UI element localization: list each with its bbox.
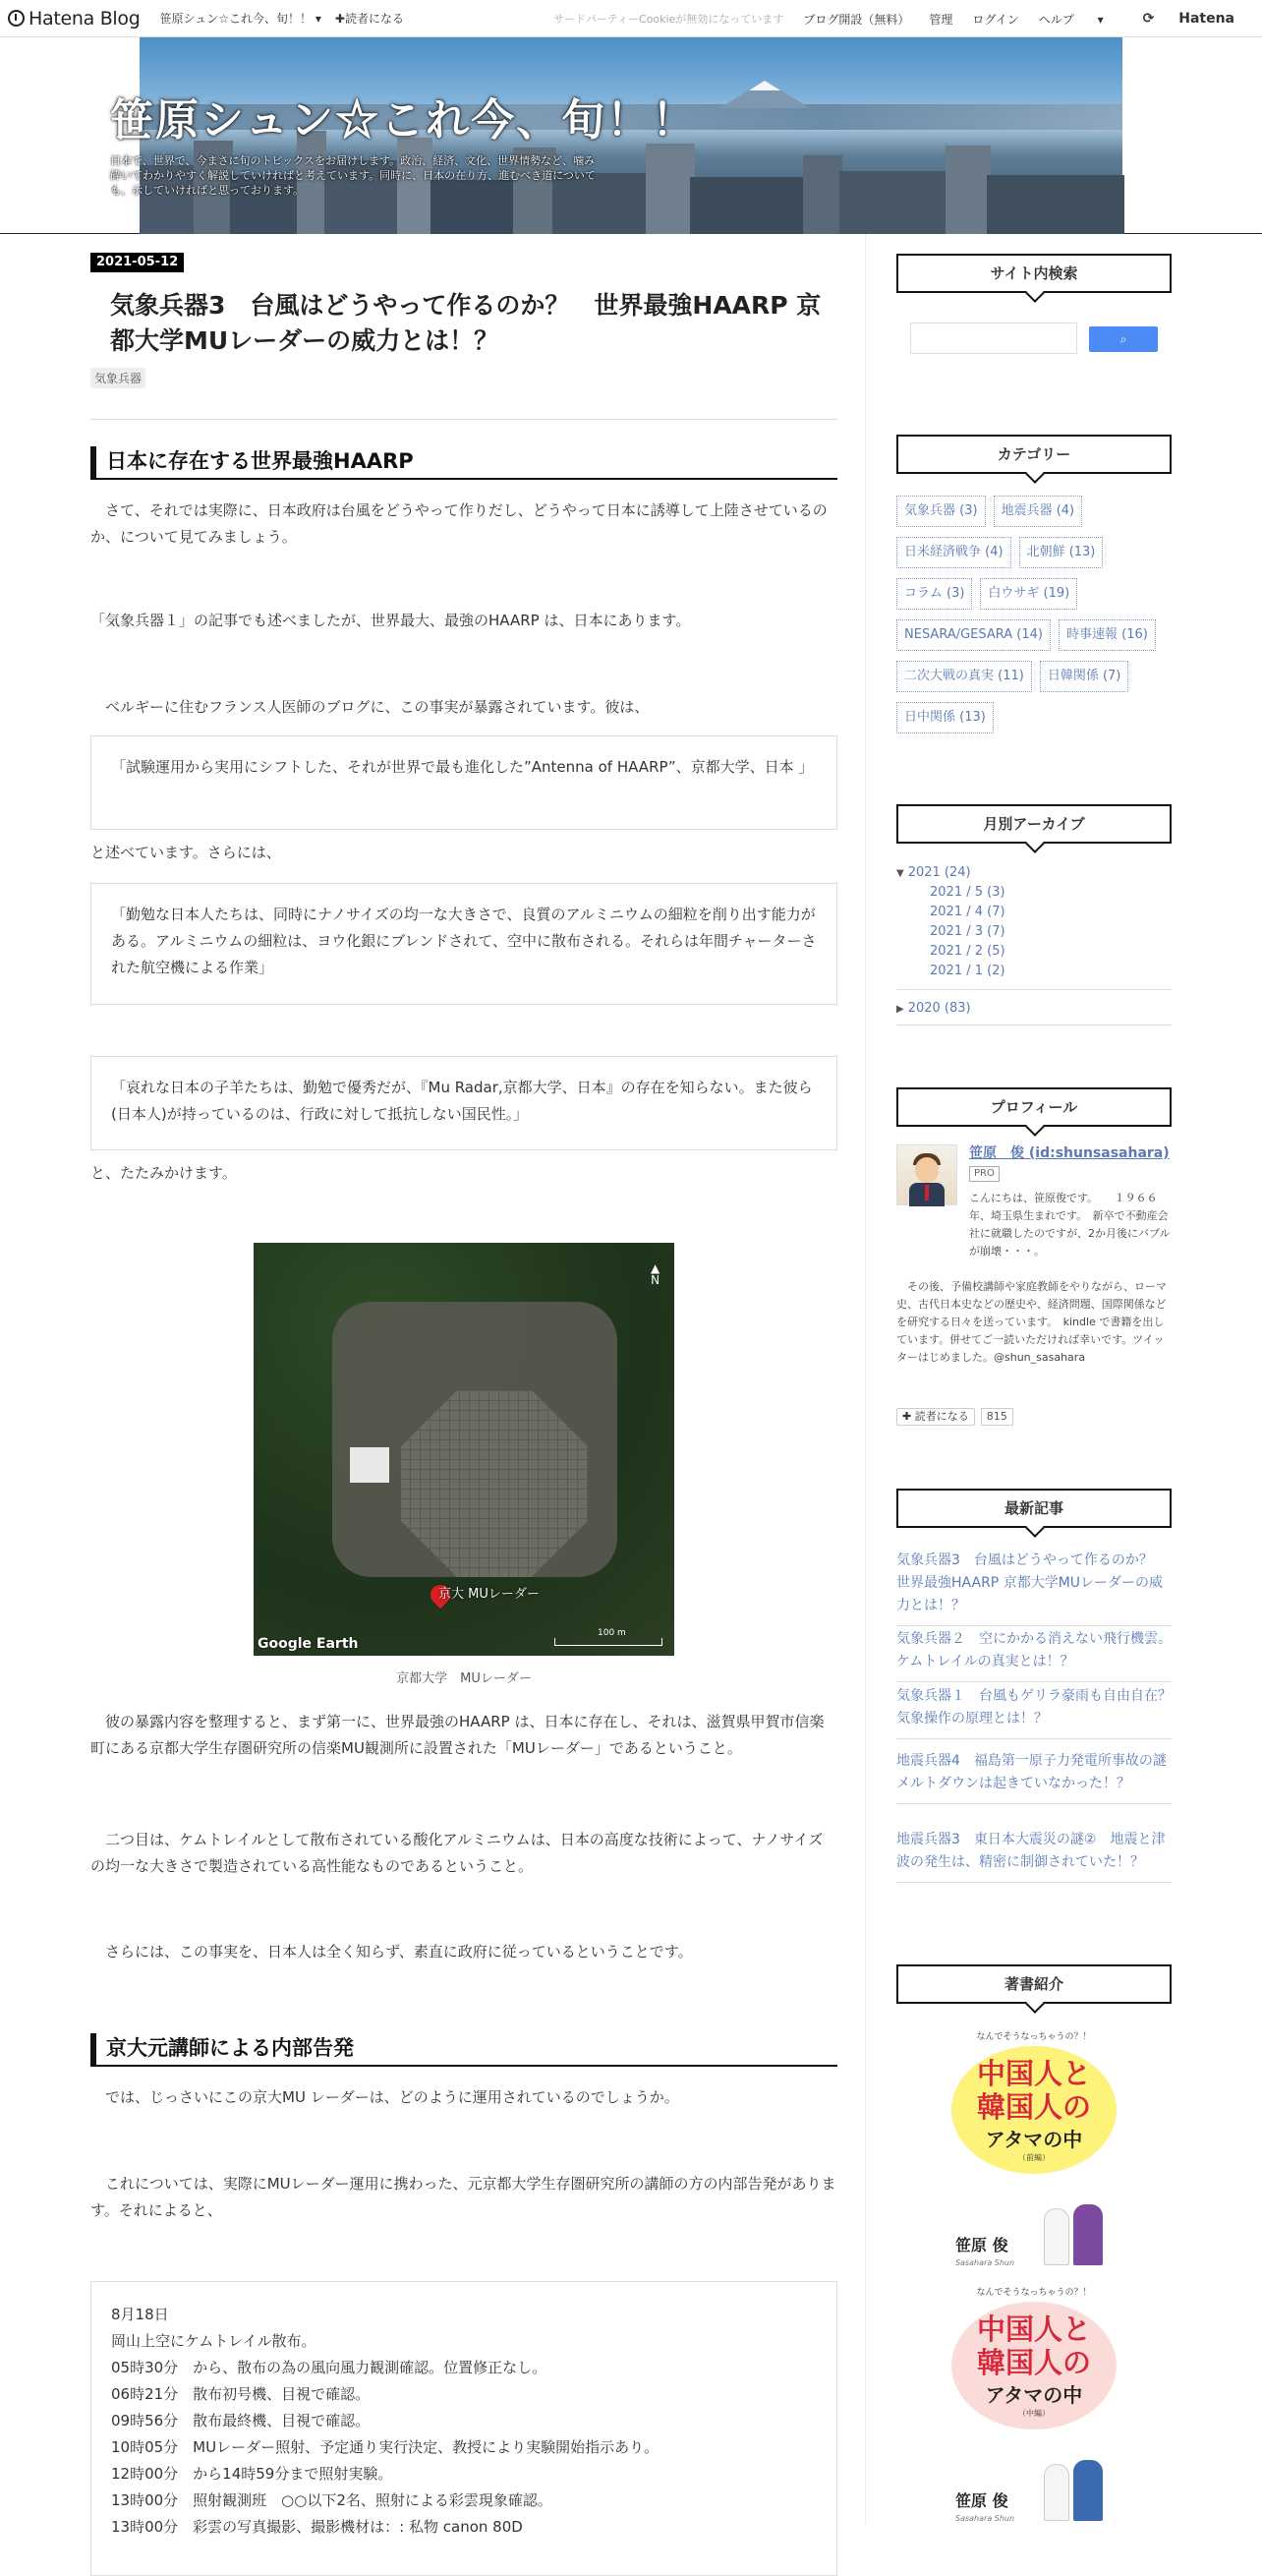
entry-date[interactable]: 2021-05-12 — [90, 253, 184, 272]
book-cover-link[interactable] — [947, 2027, 1120, 2269]
book-author-en: Sasahara Shun — [955, 2258, 1015, 2267]
recent-article-link[interactable]: 地震兵器3 東日本大震災の謎② 地震と津波の発生は、精密に制御されていた！？ — [896, 1829, 1172, 1883]
subscribe-button[interactable] — [896, 1408, 975, 1426]
archive-module-title: 月別アーカイブ — [896, 804, 1172, 844]
paragraph: さて、それでは実際に、日本政府は台風をどうやって作りだし、どうやって日本に誘導して上陸させているのか、について見てみましょう。 — [90, 501, 828, 546]
recent-article-link[interactable]: 気象兵器１ 台風もゲリラ豪雨も自由自在？ 気象操作の原理とは！？ — [896, 1685, 1172, 1739]
map-building — [350, 1447, 389, 1483]
caret-down-icon: ▾ — [315, 12, 321, 26]
paragraph: と、たたみかけます。 — [90, 1164, 237, 1182]
book-title-line: 韓国人の — [976, 2090, 1091, 2124]
category-link[interactable]: コラム (3) — [896, 578, 972, 610]
profile-name-link[interactable]: 笹原 俊 (id:shunsasahara) — [969, 1145, 1170, 1161]
open-blog-link[interactable]: ブログ開設（無料） — [803, 12, 910, 27]
paragraph: 彼の暴露内容を整理すると、まず第一に、世界最強のHAARP は、日本に存在し、それは、滋賀県甲賀市信楽町にある京都大学生存圏研究所の信楽MU観測所に設置された「MUレーダー」であるということ。 — [90, 1713, 825, 1757]
category-link[interactable]: 白ウサギ (19) — [980, 578, 1077, 610]
satellite-map-image[interactable] — [254, 1243, 674, 1656]
cookie-notice[interactable]: サードパーティーCookieが無効になっています — [553, 13, 784, 26]
divider — [896, 989, 1172, 990]
map-figure — [254, 1243, 674, 1686]
section-heading: 日本に存在する世界最強HAARP — [90, 446, 837, 480]
book-title-line: 中国人と — [976, 2313, 1091, 2346]
search-module-title: サイト内検索 — [896, 254, 1172, 293]
archive-month-link[interactable]: 2021 / 1 (2) — [930, 964, 1005, 978]
subscribe-button-label: 読者になる — [914, 1410, 969, 1423]
blog-title-dropdown[interactable] — [160, 10, 321, 27]
hatena-blog-logo[interactable] — [8, 8, 141, 29]
category-link[interactable]: 時事速報 (16) — [1059, 619, 1156, 651]
category-link[interactable]: 気象兵器 (3) — [896, 496, 986, 527]
book-title-line: アタマの中 — [985, 2383, 1083, 2407]
recent-module-title: 最新記事 — [896, 1489, 1172, 1528]
blog-header — [0, 37, 1262, 234]
site-search-button[interactable] — [1089, 326, 1158, 352]
profile-module-title: プロフィール — [896, 1087, 1172, 1127]
blockquote: 「哀れな日本の子羊たちは、勤勉で優秀だが、『Mu Radar,京都大学、日本』の存在を知らない。また彼ら(日本人)が持っているのは、行政に対して抵抗しない国民性。」 — [90, 1056, 837, 1150]
hatena-link[interactable] — [1143, 11, 1254, 27]
book-illustration — [1044, 2464, 1069, 2521]
book-author: 笹原 俊 — [955, 2491, 1008, 2510]
avatar-tie — [925, 1185, 929, 1200]
log-line: 05時30分 から、散布の為の風向風力観測確認。位置修正なし。 — [111, 2359, 547, 2376]
blockquote: 「勤勉な日本人たちは、同時にナノサイズの均一な大きさで、良質のアルミニウムの細粒を削り出す能力がある。アルミニウムの細粒は、ヨウ化銀にブレンドされて、空中に散布される。それらは年間チャーターされた航空機による作業」 — [90, 883, 837, 1005]
login-link[interactable]: ログイン — [972, 12, 1019, 27]
book-title-bubble — [951, 2302, 1117, 2430]
book-cover-link[interactable] — [947, 2283, 1120, 2525]
categories-module-title: カテゴリー — [896, 435, 1172, 474]
blockquote: 「試験運用から実用にシフトした、それが世界で最も進化した”Antenna of HAARP”、京都大学、日本 」 — [90, 735, 837, 830]
books-module-title: 著書紹介 — [896, 1964, 1172, 2004]
divider — [90, 419, 837, 420]
plus-icon: ✚ — [334, 12, 345, 26]
subscribe-link[interactable] — [335, 10, 404, 27]
search-icon: ⌕ — [1119, 332, 1127, 346]
google-earth-logo: Google Earth — [258, 1636, 359, 1652]
hatena-logo-icon — [8, 10, 25, 27]
book-title-line: 韓国人の — [976, 2346, 1091, 2379]
blog-description: 日本で、世界で、今まさに旬のトピックスをお届けします。政治、経済、文化、世界情勢など、噛み砕いてわかりやすく解説していければと考えています。同時に、日本の在り方、進むべき道についても、示していければと思っております。 — [110, 154, 596, 197]
banner-mountain-snow — [749, 81, 780, 90]
blog-title[interactable]: 笹原シュン☆これ今、旬！！ — [110, 95, 698, 146]
log-line: 8月18日 — [111, 2306, 169, 2323]
archive-year-2021[interactable] — [896, 865, 971, 880]
archive-month-link[interactable]: 2021 / 5 (3) — [930, 885, 1005, 900]
paragraph: 二つ目は、ケムトレイルとして散布されている酸化アルミニウムは、日本の高度な技術によって、ナノサイズの均一な大きさで製造されている高性能なものであるということ。 — [90, 1831, 824, 1875]
map-pin-label: 京大 MUレーダー — [438, 1587, 540, 1602]
paragraph: ベルギーに住むフランス人医師のブログに、この事実が暴露されています。彼は、 — [90, 698, 650, 716]
category-link[interactable]: 日米経済戦争 (4) — [896, 537, 1011, 568]
avatar[interactable] — [896, 1144, 957, 1205]
avatar-face — [915, 1157, 939, 1183]
paragraph: と述べています。さらには、 — [90, 844, 281, 861]
log-line: 10時05分 MUレーダー照射、予定通り実行決定、教授により実験開始指示あり。 — [111, 2438, 660, 2456]
category-link[interactable]: 二次大戦の真実 (11) — [896, 661, 1032, 692]
subscribe-widget — [896, 1408, 1013, 1426]
archive-month-link[interactable]: 2021 / 4 (7) — [930, 905, 1005, 919]
book-title-line: アタマの中 — [985, 2128, 1083, 2151]
map-scale-bar — [554, 1638, 662, 1646]
book-author-en: Sasahara Shun — [955, 2514, 1015, 2523]
log-line: 岡山上空にケムトレイル散布。 — [111, 2332, 316, 2350]
profile-description-continued: その後、予備校講師や家庭教師をやりながら、ローマ史、古代日本史などの歴史や、経済問題、国際関係などを研究する日々を送っています。 kindle で書籍を出しています。併せてご一読いただければ幸いです。ツイッターはじめました。@shun_sasahara — [896, 1280, 1167, 1364]
category-link[interactable]: NESARA/GESARA (14) — [896, 619, 1051, 651]
paragraph: では、じっさいにこの京大MU レーダーは、どのように運用されているのでしょうか。 — [90, 2088, 679, 2106]
book-volume: （中編） — [1018, 2409, 1050, 2418]
blockquote-log — [90, 2281, 837, 2576]
book-illustration — [1044, 2208, 1069, 2265]
pro-badge: PRO — [969, 1166, 1000, 1182]
column-divider — [865, 234, 866, 2525]
log-line: 06時21分 散布初号機、目視で確認。 — [111, 2385, 371, 2403]
caret-down-icon: ▼ — [896, 868, 904, 879]
entry-title[interactable]: 気象兵器3 台風はどうやって作るのか？ 世界最強HAARP 京都大学MUレーダーの威力とは！？ — [110, 291, 822, 355]
profile-description: こんにちは、笹原俊です。 １９６６年、埼玉県生まれです。 新卒で不動産会社に就職したのですが、2か月後にバブルが崩壊・・・。 — [969, 1192, 1171, 1258]
recent-article-link[interactable]: 気象兵器3 台風はどうやって作るのか？ 世界最強HAARP 京都大学MUレーダーの威力とは！？ — [896, 1550, 1172, 1626]
subscribe-link-label: 読者になる — [344, 12, 404, 26]
global-header — [0, 0, 1262, 37]
help-menu-label: ヘルプ — [1038, 12, 1074, 27]
figure-caption: 京都大学 MUレーダー — [396, 1671, 532, 1686]
admin-link[interactable]: 管理 — [929, 12, 953, 27]
log-line: 09時56分 散布最終機、目視で確認。 — [111, 2412, 371, 2430]
recent-article-link[interactable]: 気象兵器２ 空にかかる消えない飛行機雲。ケムトレイルの真実とは！？ — [896, 1628, 1172, 1682]
hatena-blog-logo-text: Hatena Blog — [29, 7, 141, 29]
archive-year-2020[interactable] — [896, 1001, 971, 1016]
caret-right-icon: ▶ — [896, 1004, 904, 1015]
archive-month-link[interactable]: 2021 / 3 (7) — [930, 924, 1005, 939]
paragraph: これについては、実際にMUレーダー運用に携わった、元京都大学生存圏研究所の講師の方の内部告発があります。それによると、 — [90, 2175, 836, 2219]
site-search-input[interactable] — [910, 322, 1077, 354]
archive-month-link[interactable]: 2021 / 2 (5) — [930, 944, 1005, 959]
book-volume: （前編） — [1018, 2153, 1050, 2162]
category-link[interactable]: 北朝鮮 (13) — [1019, 537, 1104, 568]
book-author: 笹原 俊 — [955, 2236, 1008, 2254]
plus-icon: ✚ — [902, 1410, 912, 1423]
section-heading: 京大元講師による内部告発 — [90, 2033, 837, 2067]
book-title-line: 中国人と — [976, 2057, 1091, 2090]
paragraph: 「気象兵器１」の記事でも述べましたが、世界最大、最強のHAARP は、日本にあります。 — [90, 612, 691, 629]
north-arrow-icon: ▲ N — [651, 1261, 660, 1287]
category-link[interactable]: 地震兵器 (4) — [994, 496, 1083, 527]
mu-radar-array — [401, 1390, 588, 1577]
book-title-bubble — [951, 2046, 1117, 2174]
book-tagline: なんでそうなっちゃうの？！ — [976, 2288, 1092, 2298]
hatena-mark-icon: ⟳ — [1142, 11, 1155, 27]
book-illustration — [1073, 2460, 1103, 2521]
category-link[interactable]: 日中関係 (13) — [896, 702, 994, 733]
caret-down-icon: ▾ — [1097, 12, 1104, 27]
log-line: 12時00分 から14時59分まで照射実験。 — [111, 2465, 393, 2483]
category-list — [896, 496, 1172, 743]
log-line: 13時00分 照射観測班 ○○以下2名、照射による彩雲現象確認。 — [111, 2491, 552, 2509]
archive-year-label: 2021 (24) — [907, 865, 971, 880]
book-illustration — [1073, 2204, 1103, 2265]
blog-title-dropdown-label: 笹原シュン☆これ今、旬！！ — [159, 12, 313, 26]
category-link[interactable]: 日韓関係 (7) — [1040, 661, 1129, 692]
help-menu[interactable] — [1039, 11, 1123, 28]
book-tagline: なんでそうなっちゃうの？！ — [976, 2032, 1092, 2042]
hatena-link-label: Hatena — [1178, 11, 1234, 27]
recent-article-link[interactable]: 地震兵器4 福島第一原子力発電所事故の謎 メルトダウンは起きていなかった！？ — [896, 1750, 1172, 1804]
archive-year-label: 2020 (83) — [907, 1001, 971, 1016]
paragraph: さらには、この事実を、日本人は全く知らず、素直に政府に従っているということです。 — [90, 1943, 693, 1961]
map-scale-label: 100 m — [598, 1628, 626, 1638]
subscriber-count: 815 — [981, 1408, 1013, 1426]
north-label: N — [651, 1273, 660, 1287]
log-line: 13時00分 彩雲の写真撮影、撮影機材は：: 私物 canon 80D — [111, 2518, 523, 2536]
entry-category-tag[interactable]: 気象兵器 — [90, 368, 145, 388]
